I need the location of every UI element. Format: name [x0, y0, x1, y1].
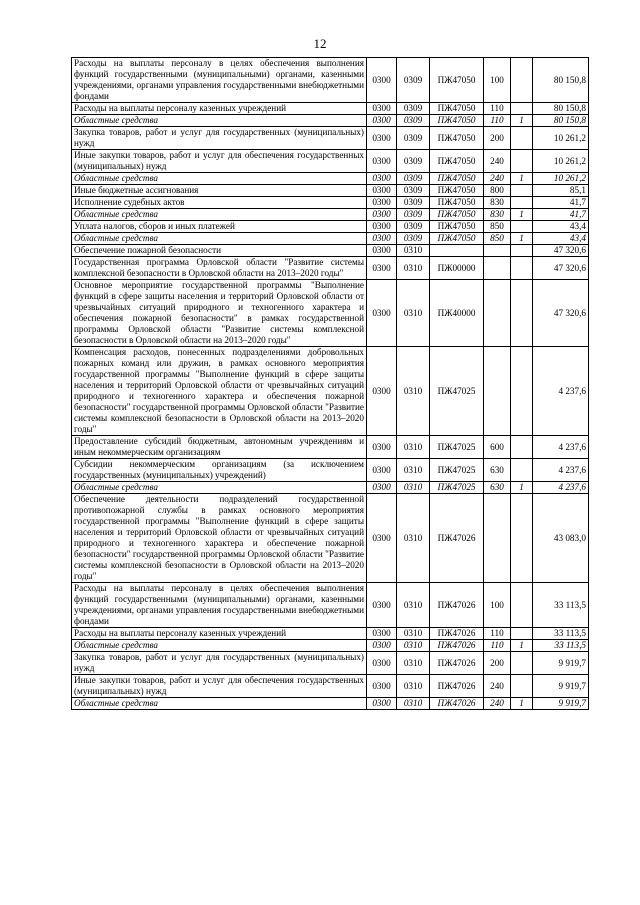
table-row — [72, 347, 589, 436]
row-grbs-cell: 0300 — [367, 640, 397, 652]
table-row — [72, 197, 589, 209]
row-target-article-cell: ПЖ47026 — [430, 640, 484, 652]
row-grbs-cell: 0300 — [367, 494, 397, 583]
row-funding-source-cell — [511, 185, 533, 197]
row-sum-cell: 4 237,6 — [533, 436, 589, 459]
row-sum-cell: 4 237,6 — [533, 482, 589, 494]
row-sum-cell: 10 261,2 — [533, 150, 589, 173]
row-target-article-cell: ПЖ00000 — [430, 257, 484, 280]
row-name-cell: Компенсация расходов, понесенных подразделениями добровольных пожарных команд или дружин, в рамках основного мероприятия государственной программы "Выполнение функций в сфере защиты населения и территорий Орловской области от чрезвычайных ситуаций природного и техногенного характера и обеспечения пожарной безопасности" государственной программы Орловской области "Развитие системы комплексной безопасности в Орловской области на 2013–2020 годы" — [72, 347, 367, 436]
row-name-cell: Расходы на выплаты персоналу в целях обеспечения выполнения функций государственными (муниципальными) органами, казенными учреждениями, органами управления государственными внебюджетными фондами — [72, 583, 367, 628]
row-expense-type-cell: 240 — [484, 675, 511, 698]
row-expense-type-cell: 850 — [484, 221, 511, 233]
row-section-cell: 0310 — [397, 245, 430, 257]
row-expense-type-cell: 110 — [484, 640, 511, 652]
row-name-cell: Областные средства — [72, 698, 367, 710]
row-target-article-cell: ПЖ47050 — [430, 127, 484, 150]
row-expense-type-cell — [484, 245, 511, 257]
row-expense-type-cell: 600 — [484, 436, 511, 459]
row-grbs-cell: 0300 — [367, 583, 397, 628]
row-section-cell: 0309 — [397, 197, 430, 209]
row-funding-source-cell: 1 — [511, 115, 533, 127]
row-expense-type-cell — [484, 347, 511, 436]
row-section-cell: 0310 — [397, 494, 430, 583]
row-section-cell: 0310 — [397, 257, 430, 280]
row-grbs-cell: 0300 — [367, 150, 397, 173]
row-sum-cell: 41,7 — [533, 209, 589, 221]
row-name-cell: Государственная программа Орловской области "Развитие системы комплексной безопасности в Орловской области на 2013–2020 годы" — [72, 257, 367, 280]
row-section-cell: 0309 — [397, 221, 430, 233]
table-row — [72, 675, 589, 698]
row-section-cell: 0310 — [397, 628, 430, 640]
row-expense-type-cell: 200 — [484, 127, 511, 150]
row-target-article-cell: ПЖ47026 — [430, 698, 484, 710]
row-section-cell: 0310 — [397, 459, 430, 482]
row-funding-source-cell — [511, 127, 533, 150]
row-name-cell: Иные закупки товаров, работ и услуг для обеспечения государственных (муниципальных) нужд — [72, 675, 367, 698]
row-grbs-cell: 0300 — [367, 482, 397, 494]
row-target-article-cell: ПЖ40000 — [430, 280, 484, 347]
table-row — [72, 209, 589, 221]
row-name-cell: Расходы на выплаты персоналу казенных учреждений — [72, 628, 367, 640]
row-sum-cell: 33 113,5 — [533, 583, 589, 628]
row-section-cell: 0310 — [397, 436, 430, 459]
row-target-article-cell: ПЖ47026 — [430, 675, 484, 698]
row-funding-source-cell — [511, 103, 533, 115]
row-funding-source-cell: 1 — [511, 173, 533, 185]
row-grbs-cell: 0300 — [367, 103, 397, 115]
row-sum-cell: 4 237,6 — [533, 459, 589, 482]
row-grbs-cell: 0300 — [367, 280, 397, 347]
row-grbs-cell: 0300 — [367, 58, 397, 103]
row-name-cell: Обеспечение деятельности подразделений государственной противопожарной службы в рамках основного мероприятия государственной программы "Выполнение функций в сфере защиты населения и территорий Орловской области от чрезвычайных ситуаций природного и техногенного характера и обеспечение пожарной безопасности" государственной программы Орловской области "Развитие системы комплексной безопасности в Орловской области на 2013–2020 годы" — [72, 494, 367, 583]
row-grbs-cell: 0300 — [367, 209, 397, 221]
row-funding-source-cell: 1 — [511, 209, 533, 221]
row-expense-type-cell: 100 — [484, 58, 511, 103]
row-section-cell: 0309 — [397, 209, 430, 221]
row-target-article-cell: ПЖ47025 — [430, 347, 484, 436]
table-row — [72, 115, 589, 127]
row-funding-source-cell — [511, 58, 533, 103]
row-funding-source-cell — [511, 459, 533, 482]
row-sum-cell: 33 113,5 — [533, 640, 589, 652]
row-target-article-cell: ПЖ47050 — [430, 209, 484, 221]
row-expense-type-cell: 110 — [484, 115, 511, 127]
row-grbs-cell: 0300 — [367, 185, 397, 197]
row-funding-source-cell — [511, 150, 533, 173]
table-row — [72, 459, 589, 482]
row-funding-source-cell — [511, 221, 533, 233]
row-expense-type-cell: 110 — [484, 628, 511, 640]
row-funding-source-cell: 1 — [511, 482, 533, 494]
row-name-cell: Расходы на выплаты персоналу в целях обеспечения выполнения функций государственными (муниципальными) органами, казенными учреждениями, органами управления государственными внебюджетными фондами — [72, 58, 367, 103]
row-grbs-cell: 0300 — [367, 459, 397, 482]
row-funding-source-cell: 1 — [511, 640, 533, 652]
page-number: 12 — [313, 36, 327, 51]
row-target-article-cell: ПЖ47050 — [430, 185, 484, 197]
row-section-cell: 0309 — [397, 103, 430, 115]
row-target-article-cell — [430, 245, 484, 257]
table-row — [72, 127, 589, 150]
row-name-cell: Иные закупки товаров, работ и услуг для обеспечения государственных (муниципальных) нужд — [72, 150, 367, 173]
row-target-article-cell: ПЖ47050 — [430, 58, 484, 103]
row-section-cell: 0310 — [397, 675, 430, 698]
row-expense-type-cell: 850 — [484, 233, 511, 245]
row-name-cell: Областные средства — [72, 233, 367, 245]
row-expense-type-cell: 240 — [484, 173, 511, 185]
row-grbs-cell: 0300 — [367, 628, 397, 640]
table-row — [72, 640, 589, 652]
row-target-article-cell: ПЖ47026 — [430, 494, 484, 583]
row-name-cell: Областные средства — [72, 209, 367, 221]
table-row — [72, 698, 589, 710]
table-row — [72, 280, 589, 347]
table-row — [72, 150, 589, 173]
row-section-cell: 0309 — [397, 58, 430, 103]
row-section-cell: 0309 — [397, 233, 430, 245]
table-row — [72, 257, 589, 280]
row-grbs-cell: 0300 — [367, 698, 397, 710]
table-row — [72, 103, 589, 115]
row-target-article-cell: ПЖ47050 — [430, 150, 484, 173]
row-funding-source-cell — [511, 436, 533, 459]
row-sum-cell: 43 083,0 — [533, 494, 589, 583]
row-target-article-cell: ПЖ47025 — [430, 436, 484, 459]
table-row — [72, 245, 589, 257]
row-grbs-cell: 0300 — [367, 221, 397, 233]
row-expense-type-cell: 240 — [484, 698, 511, 710]
row-expense-type-cell — [484, 494, 511, 583]
row-expense-type-cell: 800 — [484, 185, 511, 197]
row-target-article-cell: ПЖ47025 — [430, 459, 484, 482]
row-name-cell: Областные средства — [72, 115, 367, 127]
row-section-cell: 0309 — [397, 150, 430, 173]
row-sum-cell: 47 320,6 — [533, 245, 589, 257]
row-name-cell: Иные бюджетные ассигнования — [72, 185, 367, 197]
table-row — [72, 221, 589, 233]
row-name-cell: Областные средства — [72, 640, 367, 652]
row-target-article-cell: ПЖ47026 — [430, 628, 484, 640]
row-target-article-cell: ПЖ47050 — [430, 197, 484, 209]
table-row — [72, 652, 589, 675]
row-funding-source-cell: 1 — [511, 233, 533, 245]
row-grbs-cell: 0300 — [367, 233, 397, 245]
row-section-cell: 0310 — [397, 280, 430, 347]
row-sum-cell: 43,4 — [533, 221, 589, 233]
row-sum-cell: 10 261,2 — [533, 127, 589, 150]
row-expense-type-cell: 100 — [484, 583, 511, 628]
row-grbs-cell: 0300 — [367, 173, 397, 185]
row-sum-cell: 9 919,7 — [533, 698, 589, 710]
row-section-cell: 0310 — [397, 347, 430, 436]
row-grbs-cell: 0300 — [367, 257, 397, 280]
row-sum-cell: 41,7 — [533, 197, 589, 209]
table-row — [72, 185, 589, 197]
row-target-article-cell: ПЖ47025 — [430, 482, 484, 494]
row-sum-cell: 4 237,6 — [533, 347, 589, 436]
row-expense-type-cell: 110 — [484, 103, 511, 115]
table-row — [72, 628, 589, 640]
row-funding-source-cell — [511, 280, 533, 347]
row-sum-cell: 47 320,6 — [533, 280, 589, 347]
row-sum-cell: 85,1 — [533, 185, 589, 197]
row-name-cell: Уплата налогов, сборов и иных платежей — [72, 221, 367, 233]
row-funding-source-cell — [511, 583, 533, 628]
row-sum-cell: 47 320,6 — [533, 257, 589, 280]
row-funding-source-cell — [511, 257, 533, 280]
row-funding-source-cell — [511, 628, 533, 640]
row-section-cell: 0309 — [397, 185, 430, 197]
row-expense-type-cell — [484, 280, 511, 347]
row-name-cell: Областные средства — [72, 482, 367, 494]
row-funding-source-cell: 1 — [511, 698, 533, 710]
row-target-article-cell: ПЖ47050 — [430, 221, 484, 233]
table-row — [72, 58, 589, 103]
row-grbs-cell: 0300 — [367, 347, 397, 436]
row-grbs-cell: 0300 — [367, 197, 397, 209]
row-sum-cell: 33 113,5 — [533, 628, 589, 640]
row-name-cell: Областные средства — [72, 173, 367, 185]
row-section-cell: 0310 — [397, 652, 430, 675]
row-name-cell: Обеспечение пожарной безопасности — [72, 245, 367, 257]
row-target-article-cell: ПЖ47050 — [430, 103, 484, 115]
table-row — [72, 482, 589, 494]
row-target-article-cell: ПЖ47050 — [430, 173, 484, 185]
row-name-cell: Закупка товаров, работ и услуг для государственных (муниципальных) нужд — [72, 127, 367, 150]
row-funding-source-cell — [511, 652, 533, 675]
row-grbs-cell: 0300 — [367, 245, 397, 257]
row-sum-cell: 9 919,7 — [533, 652, 589, 675]
row-name-cell: Исполнение судебных актов — [72, 197, 367, 209]
budget-table-body — [72, 58, 589, 710]
row-expense-type-cell: 630 — [484, 482, 511, 494]
row-target-article-cell: ПЖ47026 — [430, 652, 484, 675]
row-expense-type-cell: 830 — [484, 197, 511, 209]
row-sum-cell: 10 261,2 — [533, 173, 589, 185]
table-row — [72, 233, 589, 245]
row-section-cell: 0309 — [397, 115, 430, 127]
budget-table — [71, 57, 589, 710]
row-section-cell: 0310 — [397, 640, 430, 652]
row-section-cell: 0309 — [397, 127, 430, 150]
row-name-cell: Субсидии некоммерческим организациям (за исключением государственных (муниципальных) учреждений) — [72, 459, 367, 482]
row-name-cell: Расходы на выплаты персоналу казенных учреждений — [72, 103, 367, 115]
row-sum-cell: 9 919,7 — [533, 675, 589, 698]
row-expense-type-cell: 630 — [484, 459, 511, 482]
row-section-cell: 0309 — [397, 173, 430, 185]
row-sum-cell: 80 150,8 — [533, 115, 589, 127]
row-grbs-cell: 0300 — [367, 127, 397, 150]
row-section-cell: 0310 — [397, 698, 430, 710]
row-section-cell: 0310 — [397, 482, 430, 494]
table-row — [72, 173, 589, 185]
row-expense-type-cell: 830 — [484, 209, 511, 221]
row-target-article-cell: ПЖ47050 — [430, 233, 484, 245]
row-sum-cell: 43,4 — [533, 233, 589, 245]
row-section-cell: 0310 — [397, 583, 430, 628]
row-target-article-cell: ПЖ47050 — [430, 115, 484, 127]
row-name-cell: Закупка товаров, работ и услуг для государственных (муниципальных) нужд — [72, 652, 367, 675]
row-name-cell: Предоставление субсидий бюджетным, автономным учреждениям и иным некоммерческим организациям — [72, 436, 367, 459]
row-grbs-cell: 0300 — [367, 675, 397, 698]
row-funding-source-cell — [511, 675, 533, 698]
row-funding-source-cell — [511, 347, 533, 436]
table-row — [72, 494, 589, 583]
row-expense-type-cell — [484, 257, 511, 280]
row-funding-source-cell — [511, 197, 533, 209]
row-expense-type-cell: 200 — [484, 652, 511, 675]
row-sum-cell: 80 150,8 — [533, 58, 589, 103]
table-row — [72, 583, 589, 628]
row-grbs-cell: 0300 — [367, 436, 397, 459]
row-funding-source-cell — [511, 494, 533, 583]
row-expense-type-cell: 240 — [484, 150, 511, 173]
row-name-cell: Основное мероприятие государственной программы "Выполнение функций в сфере защиты населения и территорий Орловской области от чрезвычайных ситуаций природного и техногенного характера и обеспечения пожарной безопасности" в рамках государственной программы Орловской области "Развитие системы комплексной безопасности в Орловской области на 2013–2020 годы" — [72, 280, 367, 347]
row-grbs-cell: 0300 — [367, 652, 397, 675]
table-row — [72, 436, 589, 459]
row-funding-source-cell — [511, 245, 533, 257]
row-sum-cell: 80 150,8 — [533, 103, 589, 115]
row-grbs-cell: 0300 — [367, 115, 397, 127]
row-target-article-cell: ПЖ47026 — [430, 583, 484, 628]
